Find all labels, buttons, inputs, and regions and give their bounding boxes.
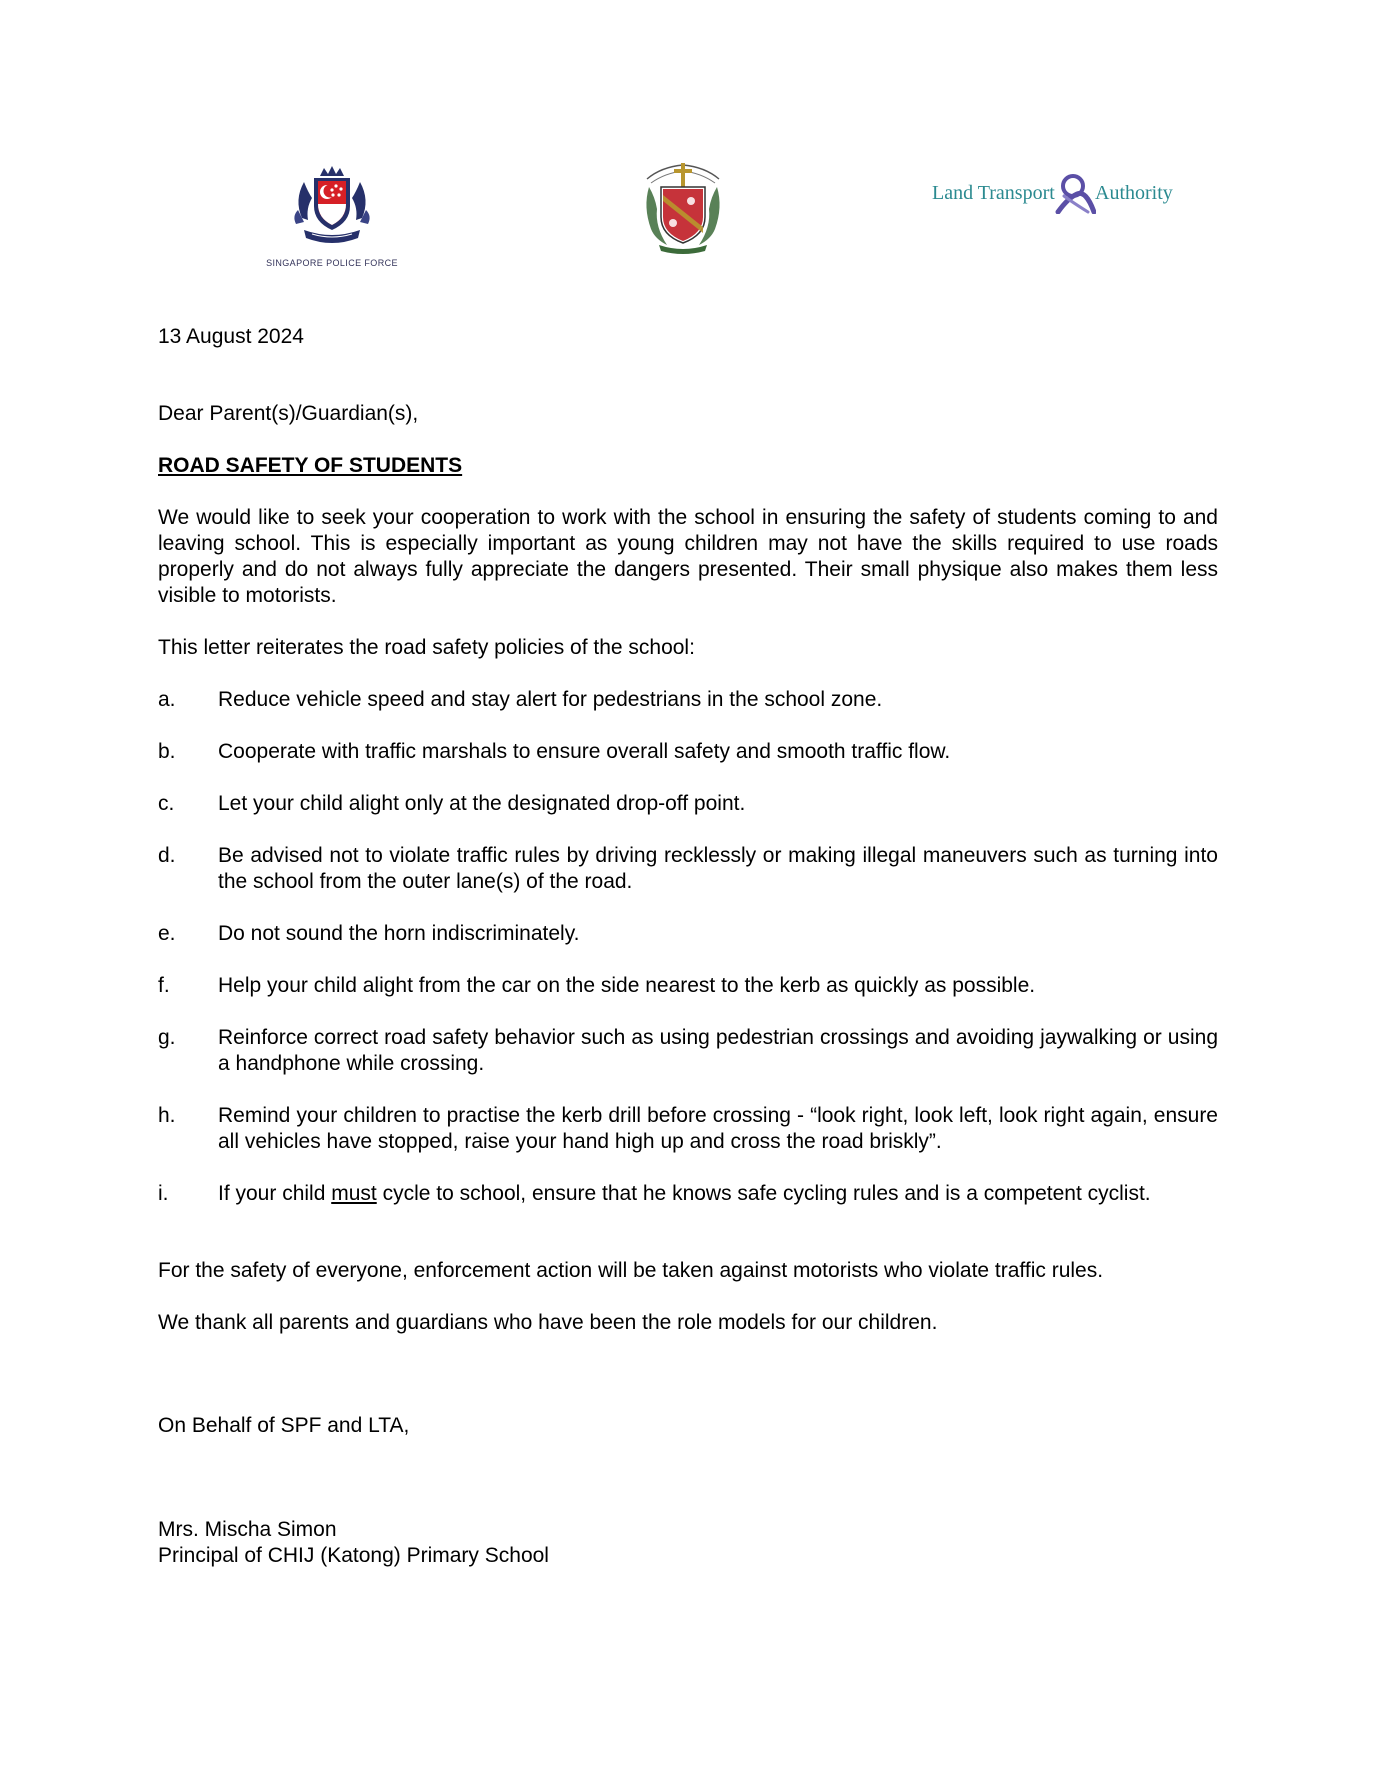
policy-item-d	[158, 843, 1218, 895]
policy-item-f	[158, 973, 1218, 999]
policy-item-i	[158, 1181, 1218, 1207]
policy-item-c	[158, 791, 1218, 817]
policy-marker: a.	[158, 688, 176, 711]
spf-logo-caption: SINGAPORE POLICE FORCE	[266, 258, 398, 268]
policy-text: Let your child alight only at the designated drop-off point.	[218, 792, 746, 815]
school-crest-icon	[641, 157, 725, 255]
policy-marker: c.	[158, 792, 175, 815]
policy-marker: f.	[158, 974, 170, 997]
closing-line: On Behalf of SPF and LTA,	[158, 1414, 410, 1437]
policy-text-after: cycle to school, ensure that he knows safe cycling rules and is a competent cyclist.	[376, 1182, 1151, 1205]
policy-text: Be advised not to violate traffic rules by driving recklessly or making illegal maneuvers such as turning into the school from the outer lane(s) of the road.	[218, 844, 1218, 893]
policy-item-a	[158, 687, 1218, 713]
spf-crest-icon	[290, 164, 374, 248]
policy-item-g	[158, 1025, 1218, 1077]
policy-text	[218, 1181, 1218, 1207]
policy-text-emphasis: must	[331, 1182, 377, 1205]
signatory-name: Mrs. Mischa Simon	[158, 1518, 337, 1541]
policy-marker: g.	[158, 1026, 176, 1049]
signatory-title: Principal of CHIJ (Katong) Primary School	[158, 1544, 549, 1567]
lta-logo-text-left: Land Transport	[932, 182, 1055, 204]
lta-logo-text-right: Authority	[1095, 182, 1173, 204]
policy-marker: i.	[158, 1182, 169, 1205]
lta-logo	[932, 172, 1182, 220]
policy-text: Help your child alight from the car on the side nearest to the kerb as quickly as possible.	[218, 974, 1036, 997]
policy-text: Cooperate with traffic marshals to ensure overall safety and smooth traffic flow.	[218, 740, 951, 763]
spf-logo	[256, 160, 408, 274]
policy-marker: e.	[158, 922, 176, 945]
policy-item-b	[158, 739, 1218, 765]
policy-item-e	[158, 921, 1218, 947]
policy-text: Reduce vehicle speed and stay alert for pedestrians in the school zone.	[218, 688, 883, 711]
thanks-paragraph: We thank all parents and guardians who have been the role models for our children.	[158, 1311, 938, 1334]
lta-ribbon-icon	[1050, 172, 1096, 214]
school-crest-logo	[641, 157, 725, 255]
policy-marker: d.	[158, 844, 176, 867]
policy-text: Reinforce correct road safety behavior such as using pedestrian crossings and avoiding jaywalking or using a handphone while crossing.	[218, 1026, 1218, 1075]
policy-marker: h.	[158, 1104, 176, 1127]
policy-text-before: If your child	[218, 1182, 332, 1205]
policy-marker: b.	[158, 740, 176, 763]
policy-text: Do not sound the horn indiscriminately.	[218, 922, 580, 945]
intro-paragraph: We would like to seek your cooperation to work with the school in ensuring the safety of students coming to and leaving school. This is especially important as young children may not have the skills required to use roads properly and do not always fully appreciate the dangers presented. Their small physique also makes them less visible to motorists.	[158, 506, 1218, 607]
policy-item-h	[158, 1103, 1218, 1155]
letter-heading: ROAD SAFETY OF STUDENTS	[158, 454, 463, 477]
salutation: Dear Parent(s)/Guardian(s),	[158, 402, 419, 425]
policy-text: Remind your children to practise the kerb drill before crossing - “look right, look left, look right again, ensure all vehicles have stopped, raise your hand high up and cross the road briskly”.	[218, 1104, 1218, 1153]
enforcement-paragraph: For the safety of everyone, enforcement action will be taken against motorists who violate traffic rules.	[158, 1259, 1104, 1282]
letter-date: 13 August 2024	[158, 325, 304, 348]
policies-intro: This letter reiterates the road safety policies of the school:	[158, 636, 695, 659]
